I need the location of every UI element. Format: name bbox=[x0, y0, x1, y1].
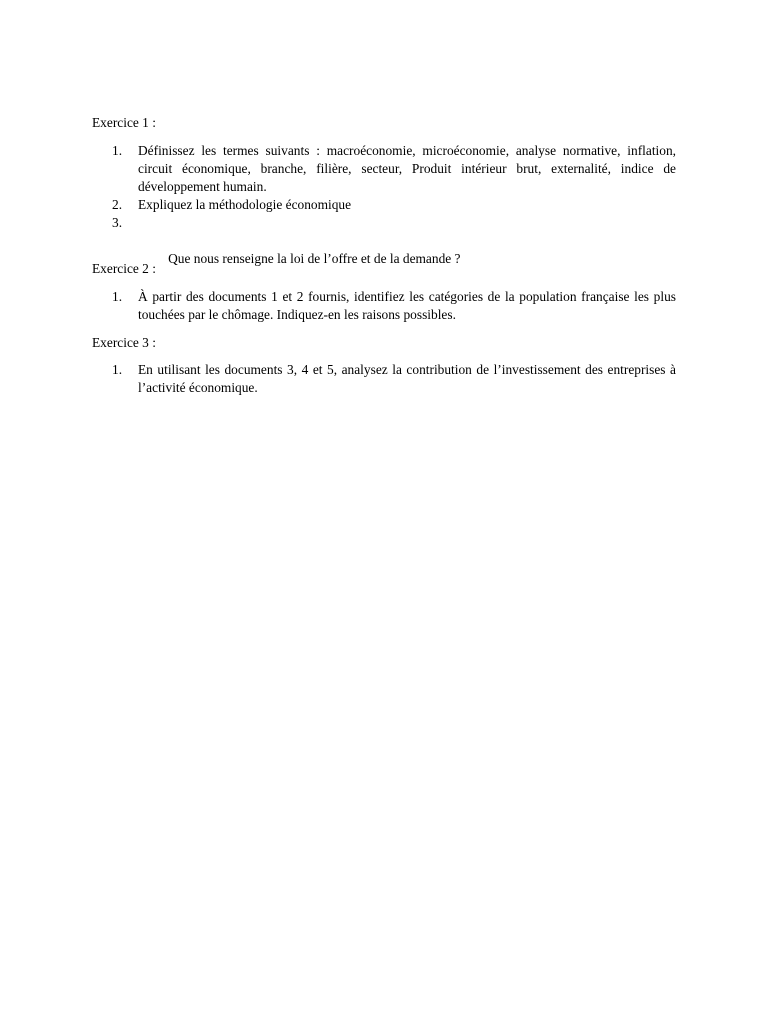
list-item-number: 1. bbox=[112, 289, 123, 304]
exercise-3-list bbox=[92, 361, 676, 397]
exercise-3-section bbox=[92, 334, 676, 397]
exercise-1-title: Exercice 1 : bbox=[92, 115, 156, 130]
list-item bbox=[92, 288, 676, 324]
list-item bbox=[92, 361, 676, 397]
list-item-text: Que nous renseigne la loi de l’offre et de la demande ? bbox=[164, 251, 461, 266]
exercise-2-title: Exercice 2 : bbox=[92, 261, 156, 276]
list-item-number: 1. bbox=[112, 362, 123, 377]
list-item-number: 2. bbox=[112, 197, 123, 212]
list-item-text: En utilisant les documents 3, 4 et 5, analysez la contribution de l’investissement des entreprises à l’activité économique. bbox=[138, 362, 676, 395]
list-item-text: Expliquez la méthodologie économique bbox=[138, 197, 352, 212]
list-item-text: Définissez les termes suivants : macroéconomie, microéconomie, analyse normative, inflation, circuit économique, branche, filière, secteur, Produit intérieur brut, externalité, indice de développement humain. bbox=[138, 143, 676, 194]
list-item bbox=[92, 142, 676, 196]
list-item-text: À partir des documents 1 et 2 fournis, identifiez les catégories de la population française les plus touchées par le chômage. Indiquez-en les raisons possibles. bbox=[138, 289, 676, 322]
list-item bbox=[92, 196, 676, 214]
list-item-number: 1. bbox=[112, 143, 123, 158]
exercise-2-list bbox=[92, 288, 676, 324]
exercise-3-title: Exercice 3 : bbox=[92, 335, 156, 350]
exercise-2-section bbox=[92, 260, 676, 324]
list-item-number: 3. bbox=[112, 215, 123, 230]
